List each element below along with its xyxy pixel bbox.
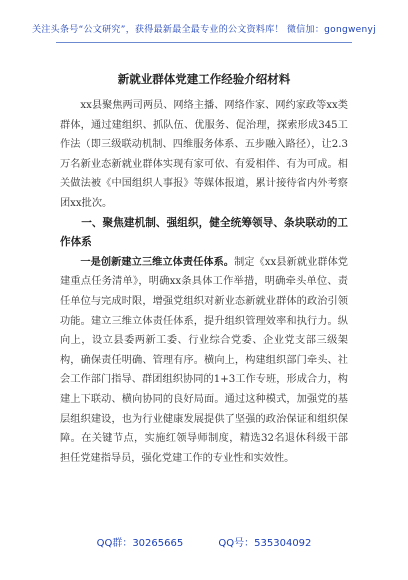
qq-group-text: QQ群：30265665 <box>96 538 184 549</box>
section-heading: 一、聚焦建机制、强组织，健全统筹领导、条块联动的工作体系 <box>60 216 348 249</box>
contact-footer <box>0 534 408 549</box>
subsection-body: 制定《xx县新就业群体党建重点任务清单》，明确xx条具体工作举措，明确牵头单位、责任单位与完成时限，增强党组织对新业态新就业群体的政治引领功能。建立三维立体责任体系，提升组织管理效率和执行力。纵向上，设立县委两新工委、行业综合党委、企业党支部三级架构，确保责任明确、管理有序。横向上，构建组织部门牵头、社会工作部门指导、群团组织协同的1+3工作专班，形成合力，构建上下联动、横向协同的良好局面。通过这种模式，加强党的基层组织建设，也为行业健康发展提供了坚强的政治保证和组织保障。在关键节点，实施红领导师制度，精选32名退休科级干部担任党建指导员，强化党建工作的专业性和实效性。 <box>60 256 348 464</box>
document-title: 新就业群体党建工作经验介绍材料 <box>117 72 291 86</box>
subsection-paragraph <box>60 253 348 469</box>
promo-header: 关注头条号“公文研究”，获得最新最全最专业的公文资料库！ 微信加：gongwenyj <box>32 25 376 35</box>
document-body <box>60 96 348 468</box>
intro-paragraph: xx县聚焦两司两员、网络主播、网络作家、网约家政等xx类群体，通过建组织、抓队伍、优服务、促治理，探索形成345工作法（即三级联动机制、四维服务体系、五步融入路径），让2.3万名新业态新就业群体实现有家可依、有爱相伴、有为可成。相关做法被《中国组织人事报》等媒体报道，累计接待省内外考察团xx批次。 <box>60 100 348 209</box>
qq-number-text: QQ号：535304092 <box>218 538 312 549</box>
header-divider <box>56 42 352 43</box>
subsection-heading: 一是创新建立三维立体责任体系。 <box>80 255 235 268</box>
